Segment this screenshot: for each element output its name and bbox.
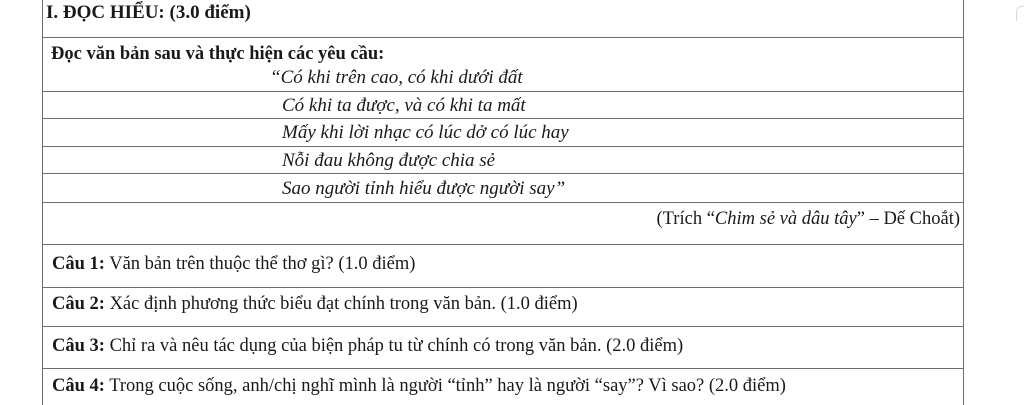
instruction-text: Đọc văn bản sau và thực hiện các yêu cầu: <box>51 44 385 64</box>
question-4 <box>52 374 786 398</box>
question-2 <box>52 292 578 316</box>
table-border <box>42 173 964 174</box>
question-1 <box>52 252 415 276</box>
table-border <box>42 326 964 327</box>
question-label: Câu 4: <box>52 376 105 396</box>
question-text: Văn bản trên thuộc thể thơ gì? (1.0 điểm) <box>104 254 416 274</box>
poem-line: Mấy khi lời nhạc có lúc dở có lúc hay <box>282 122 569 143</box>
table-border <box>42 368 964 369</box>
table-border <box>42 146 964 147</box>
question-text: Xác định phương thức biểu đạt chính trong văn bản. (1.0 điểm) <box>104 294 578 314</box>
question-text: Chỉ ra và nêu tác dụng của biện pháp tu từ chính có trong văn bản. (2.0 điểm) <box>104 336 684 356</box>
question-label: Câu 2: <box>52 294 105 314</box>
source-title: Chim sẻ và dâu tây <box>714 209 857 229</box>
table-border <box>42 287 964 288</box>
page-edge-decoration <box>1016 6 1024 21</box>
section-points: (3.0 điểm) <box>169 2 251 23</box>
poem-source <box>657 207 961 231</box>
table-border <box>42 202 964 203</box>
poem-line: “Có khi trên cao, có khi dưới đất <box>270 67 523 88</box>
question-text: Trong cuộc sống, anh/chị nghĩ mình là người “tỉnh” hay là người “say”? Vì sao? (2.0 điểm) <box>104 376 786 396</box>
table-border <box>42 37 964 38</box>
question-3 <box>52 334 683 358</box>
poem-line: Có khi ta được, và có khi ta mất <box>282 95 526 116</box>
source-prefix: (Trích “ <box>656 209 715 229</box>
table-border <box>42 118 964 119</box>
table-border <box>42 244 964 245</box>
question-label: Câu 1: <box>52 254 105 274</box>
table-border <box>42 91 964 92</box>
source-suffix: ” – Dế Choắt) <box>856 209 960 229</box>
poem-line: Nỗi đau không được chia sẻ <box>282 150 496 171</box>
poem-line: Sao người tỉnh hiểu được người say” <box>282 178 566 199</box>
question-label: Câu 3: <box>52 336 105 356</box>
section-label: I. ĐỌC HIỂU: <box>46 2 165 23</box>
